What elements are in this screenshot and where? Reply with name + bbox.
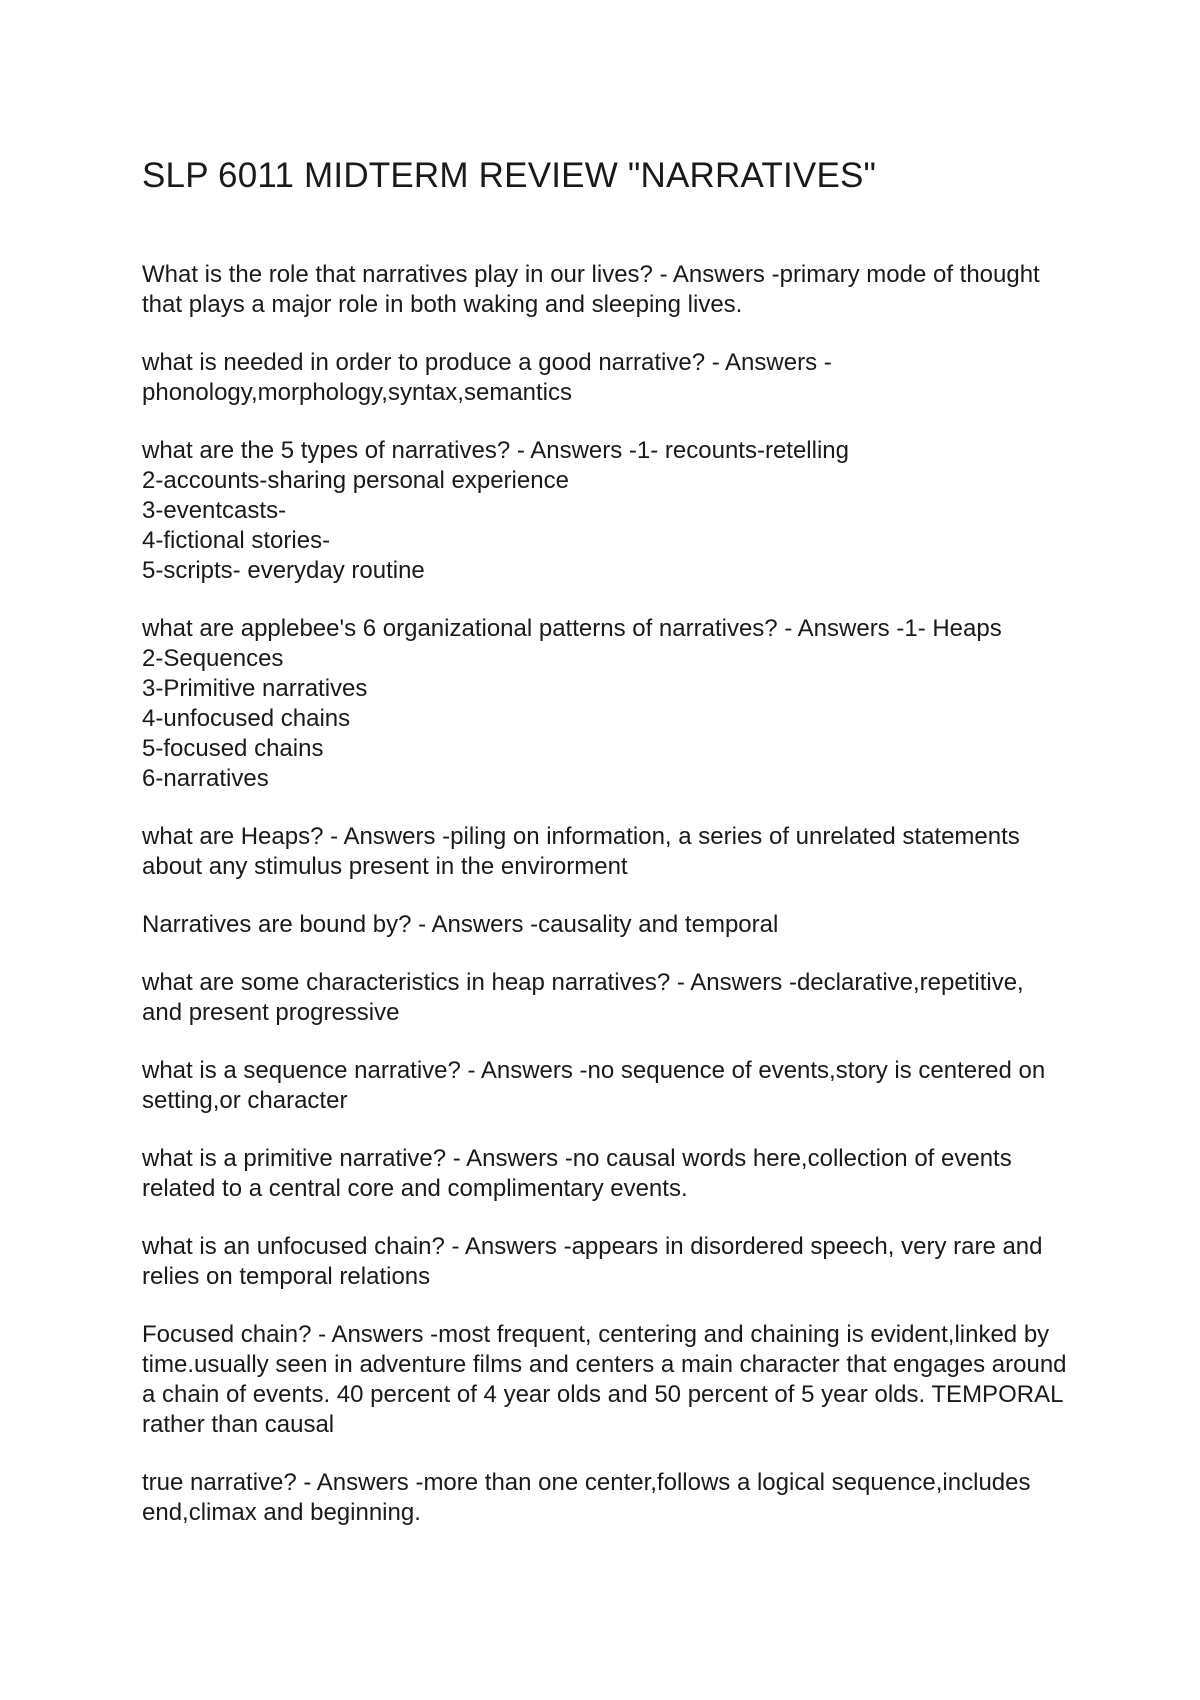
qa-entry bbox=[142, 910, 1082, 940]
qa-entry-line: relies on temporal relations bbox=[142, 1263, 431, 1290]
qa-entry-line: 3-Primitive narratives bbox=[142, 675, 368, 702]
qa-entry-line: time.usually seen in adventure films and centers a main character that engages around bbox=[142, 1351, 1067, 1378]
qa-entry-line: a chain of events. 40 percent of 4 year olds and 50 percent of 5 year olds. TEMPORAL bbox=[142, 1381, 1064, 1408]
qa-entry-line: what are some characteristics in heap narratives? - Answers -declarative,repetitive, bbox=[142, 969, 1024, 996]
document-title: SLP 6011 MIDTERM REVIEW "NARRATIVES" bbox=[142, 156, 877, 195]
qa-entry-line: Narratives are bound by? - Answers -causality and temporal bbox=[142, 911, 779, 938]
qa-entry bbox=[142, 348, 1082, 408]
qa-entry-line: 3-eventcasts- bbox=[142, 497, 287, 524]
qa-entry bbox=[142, 260, 1082, 320]
qa-entry-line: phonology,morphology,syntax,semantics bbox=[142, 379, 573, 406]
qa-entry bbox=[142, 1056, 1082, 1116]
qa-entry-line: that plays a major role in both waking and sleeping lives. bbox=[142, 291, 743, 318]
qa-entry-line: 2-accounts-sharing personal experience bbox=[142, 467, 569, 494]
qa-entry-line: what is a primitive narrative? - Answers -no causal words here,collection of events bbox=[142, 1145, 1012, 1172]
qa-entry bbox=[142, 1320, 1082, 1440]
qa-entry-line: setting,or character bbox=[142, 1087, 348, 1114]
qa-entry-line: 2-Sequences bbox=[142, 645, 284, 672]
qa-entry bbox=[142, 968, 1082, 1028]
qa-entry-line: Focused chain? - Answers -most frequent, centering and chaining is evident,linked by bbox=[142, 1321, 1050, 1348]
qa-entry bbox=[142, 1232, 1082, 1292]
qa-entry-line: 6-narratives bbox=[142, 765, 269, 792]
qa-entry bbox=[142, 614, 1082, 794]
qa-entry-line: 4-unfocused chains bbox=[142, 705, 351, 732]
qa-entry-line: and present progressive bbox=[142, 999, 400, 1026]
qa-entry bbox=[142, 1144, 1082, 1204]
qa-entry-line: about any stimulus present in the envirorment bbox=[142, 853, 628, 880]
qa-entry-line: 4-fictional stories- bbox=[142, 527, 331, 554]
qa-entry-line: what are applebee's 6 organizational patterns of narratives? - Answers -1- Heaps bbox=[142, 615, 1002, 642]
qa-entry bbox=[142, 436, 1082, 586]
qa-entry bbox=[142, 822, 1082, 882]
qa-entry-line: rather than causal bbox=[142, 1411, 335, 1438]
qa-entry-line: what is an unfocused chain? - Answers -appears in disordered speech, very rare and bbox=[142, 1233, 1043, 1260]
qa-entry-line: what is needed in order to produce a good narrative? - Answers - bbox=[142, 349, 832, 376]
qa-entry-line: what are the 5 types of narratives? - Answers -1- recounts-retelling bbox=[142, 437, 849, 464]
qa-entry-line: true narrative? - Answers -more than one center,follows a logical sequence,includes bbox=[142, 1469, 1031, 1496]
qa-entry-line: what is a sequence narrative? - Answers -no sequence of events,story is centered on bbox=[142, 1057, 1046, 1084]
qa-entry-line: 5-scripts- everyday routine bbox=[142, 557, 425, 584]
qa-entry-line: end,climax and beginning. bbox=[142, 1499, 421, 1526]
qa-entry-line: 5-focused chains bbox=[142, 735, 324, 762]
document-page bbox=[142, 150, 1082, 1556]
qa-entry bbox=[142, 1468, 1082, 1528]
qa-entry-line: what are Heaps? - Answers -piling on information, a series of unrelated statements bbox=[142, 823, 1020, 850]
qa-list bbox=[142, 260, 1082, 1528]
qa-entry-line: What is the role that narratives play in our lives? - Answers -primary mode of thought bbox=[142, 261, 1040, 288]
qa-entry-line: related to a central core and complimentary events. bbox=[142, 1175, 688, 1202]
